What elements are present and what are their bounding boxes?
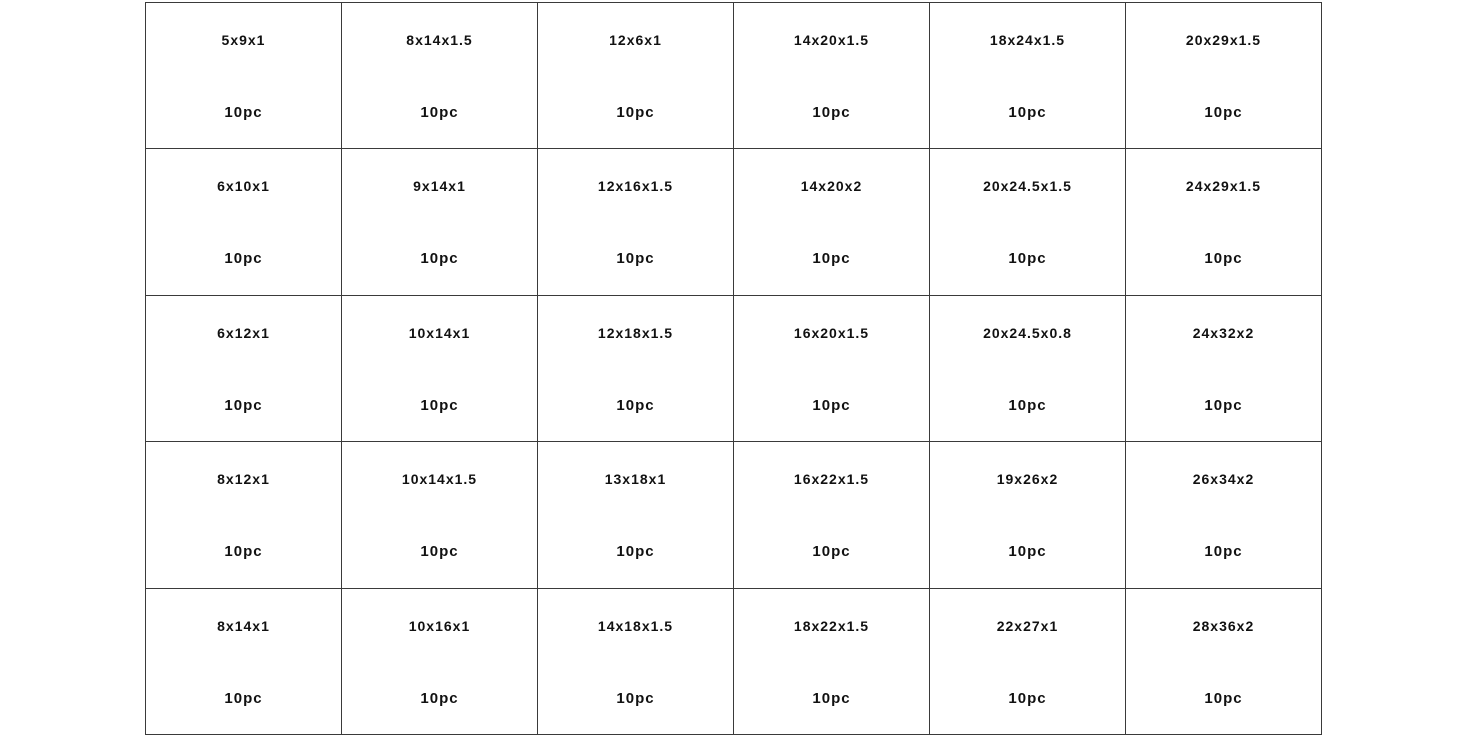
size-label: 10x14x1.5 bbox=[401, 471, 478, 488]
quantity-label: 10pc bbox=[224, 396, 263, 414]
grid-cell bbox=[1126, 296, 1322, 442]
grid-cell bbox=[1126, 589, 1322, 735]
quantity-label: 10pc bbox=[1204, 396, 1243, 414]
grid-cell bbox=[342, 589, 538, 735]
size-label: 24x32x2 bbox=[1192, 324, 1255, 341]
size-label: 5x9x1 bbox=[221, 32, 266, 48]
quantity-label: 10pc bbox=[420, 396, 459, 414]
quantity-label: 10pc bbox=[616, 543, 655, 561]
washer-size-grid bbox=[145, 2, 1322, 735]
quantity-label: 10pc bbox=[224, 104, 263, 121]
grid-cell bbox=[146, 296, 342, 442]
grid-cell bbox=[734, 149, 930, 295]
quantity-label: 10pc bbox=[420, 543, 459, 561]
grid-cell bbox=[930, 149, 1126, 295]
size-label: 24x29x1.5 bbox=[1185, 178, 1262, 195]
grid-cell bbox=[342, 442, 538, 588]
quantity-label: 10pc bbox=[420, 104, 459, 121]
quantity-label: 10pc bbox=[812, 543, 851, 561]
size-label: 8x14x1.5 bbox=[406, 32, 473, 48]
grid-cell bbox=[538, 149, 734, 295]
quantity-label: 10pc bbox=[1008, 104, 1047, 121]
size-label: 16x20x1.5 bbox=[793, 324, 870, 341]
quantity-label: 10pc bbox=[1204, 104, 1243, 121]
quantity-label: 10pc bbox=[1204, 543, 1243, 561]
size-label: 20x24.5x1.5 bbox=[983, 178, 1072, 195]
grid-cell bbox=[734, 3, 930, 149]
grid-cell bbox=[538, 3, 734, 149]
quantity-label: 10pc bbox=[812, 396, 851, 414]
grid-cell bbox=[342, 296, 538, 442]
grid-cell bbox=[342, 149, 538, 295]
quantity-label: 10pc bbox=[224, 689, 263, 707]
grid-cell bbox=[734, 442, 930, 588]
quantity-label: 10pc bbox=[1008, 543, 1047, 561]
quantity-label: 10pc bbox=[1008, 396, 1047, 414]
grid-cell bbox=[146, 442, 342, 588]
grid-cell bbox=[146, 589, 342, 735]
size-label: 22x27x1 bbox=[996, 617, 1059, 634]
grid-cell bbox=[1126, 442, 1322, 588]
size-label: 6x10x1 bbox=[217, 178, 270, 195]
size-label: 12x16x1.5 bbox=[597, 178, 674, 195]
quantity-label: 10pc bbox=[812, 250, 851, 268]
quantity-label: 10pc bbox=[1008, 250, 1047, 268]
quantity-label: 10pc bbox=[1204, 250, 1243, 268]
quantity-label: 10pc bbox=[224, 543, 263, 561]
size-label: 9x14x1 bbox=[413, 178, 466, 195]
grid-cell bbox=[146, 149, 342, 295]
size-label: 14x20x2 bbox=[800, 178, 863, 195]
grid-cell bbox=[538, 589, 734, 735]
size-label: 18x24x1.5 bbox=[989, 32, 1066, 48]
size-label: 13x18x1 bbox=[604, 471, 667, 488]
size-label: 16x22x1.5 bbox=[793, 471, 870, 488]
quantity-label: 10pc bbox=[224, 250, 263, 268]
grid-cell bbox=[930, 296, 1126, 442]
quantity-label: 10pc bbox=[812, 104, 851, 121]
size-label: 19x26x2 bbox=[996, 471, 1059, 488]
quantity-label: 10pc bbox=[420, 689, 459, 707]
size-label: 12x18x1.5 bbox=[597, 324, 674, 341]
size-label: 6x12x1 bbox=[217, 324, 270, 341]
grid-cell bbox=[930, 3, 1126, 149]
quantity-label: 10pc bbox=[616, 104, 655, 121]
size-label: 20x24.5x0.8 bbox=[983, 324, 1072, 341]
size-label: 10x16x1 bbox=[408, 617, 471, 634]
grid-cell bbox=[1126, 3, 1322, 149]
quantity-label: 10pc bbox=[812, 689, 851, 707]
quantity-label: 10pc bbox=[1204, 689, 1243, 707]
grid-cell bbox=[538, 296, 734, 442]
grid-cell bbox=[1126, 149, 1322, 295]
quantity-label: 10pc bbox=[616, 396, 655, 414]
size-label: 12x6x1 bbox=[609, 32, 662, 48]
size-label: 20x29x1.5 bbox=[1185, 32, 1262, 48]
size-label: 14x20x1.5 bbox=[793, 32, 870, 48]
quantity-label: 10pc bbox=[420, 250, 459, 268]
size-label: 10x14x1 bbox=[408, 324, 471, 341]
grid-cell bbox=[342, 3, 538, 149]
size-label: 8x12x1 bbox=[217, 471, 270, 488]
size-label: 18x22x1.5 bbox=[793, 617, 870, 634]
grid-cell bbox=[734, 589, 930, 735]
size-label: 28x36x2 bbox=[1192, 617, 1255, 634]
quantity-label: 10pc bbox=[1008, 689, 1047, 707]
grid-cell bbox=[538, 442, 734, 588]
size-label: 26x34x2 bbox=[1192, 471, 1255, 488]
grid-cell bbox=[930, 442, 1126, 588]
grid-cell bbox=[734, 296, 930, 442]
size-label: 8x14x1 bbox=[217, 617, 270, 634]
grid-cell bbox=[930, 589, 1126, 735]
size-label: 14x18x1.5 bbox=[597, 617, 674, 634]
quantity-label: 10pc bbox=[616, 689, 655, 707]
quantity-label: 10pc bbox=[616, 250, 655, 268]
grid-cell bbox=[146, 3, 342, 149]
